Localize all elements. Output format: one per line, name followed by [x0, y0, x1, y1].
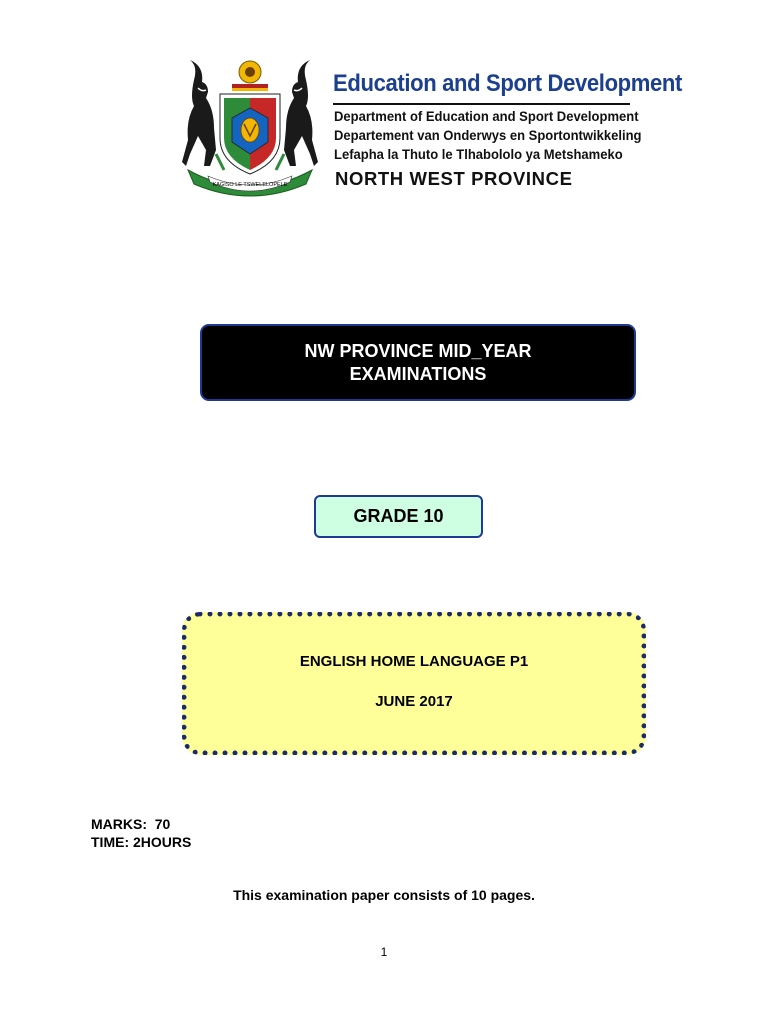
- subject-title: ENGLISH HOME LANGUAGE P1: [299, 653, 529, 670]
- exam-title-line-2: EXAMINATIONS: [349, 363, 487, 384]
- province-name: NORTH WEST PROVINCE: [335, 168, 573, 189]
- subject-box: [182, 612, 646, 755]
- exam-date: JUNE 2017: [375, 693, 453, 710]
- department-line-setswana: Lefapha la Thuto le Tlhabololo ya Metshameko: [334, 146, 623, 162]
- time-text: TIME: 2HOURS: [91, 834, 192, 850]
- marks-text: MARKS: 70: [91, 816, 171, 832]
- department-title: Education and Sport Development: [333, 70, 683, 97]
- exam-details: [91, 815, 191, 851]
- coat-of-arms-logo: [180, 58, 320, 198]
- grade-label: GRADE 10: [353, 506, 444, 526]
- page-number: 1: [380, 945, 388, 959]
- exam-title-banner: [200, 324, 636, 401]
- department-line-afrikaans: Departement van Onderwys en Sportontwikkeling: [334, 127, 642, 143]
- header-divider: [333, 103, 630, 105]
- grade-box: [314, 495, 483, 538]
- exam-title-line-1: NW PROVINCE MID_YEAR: [304, 340, 532, 361]
- page-count-note: This examination paper consists of 10 pages.: [233, 887, 535, 903]
- svg-text:KAGISO LE TSWELELOPELE: KAGISO LE TSWELELOPELE: [212, 182, 288, 188]
- department-line-english: Department of Education and Sport Development: [334, 108, 639, 124]
